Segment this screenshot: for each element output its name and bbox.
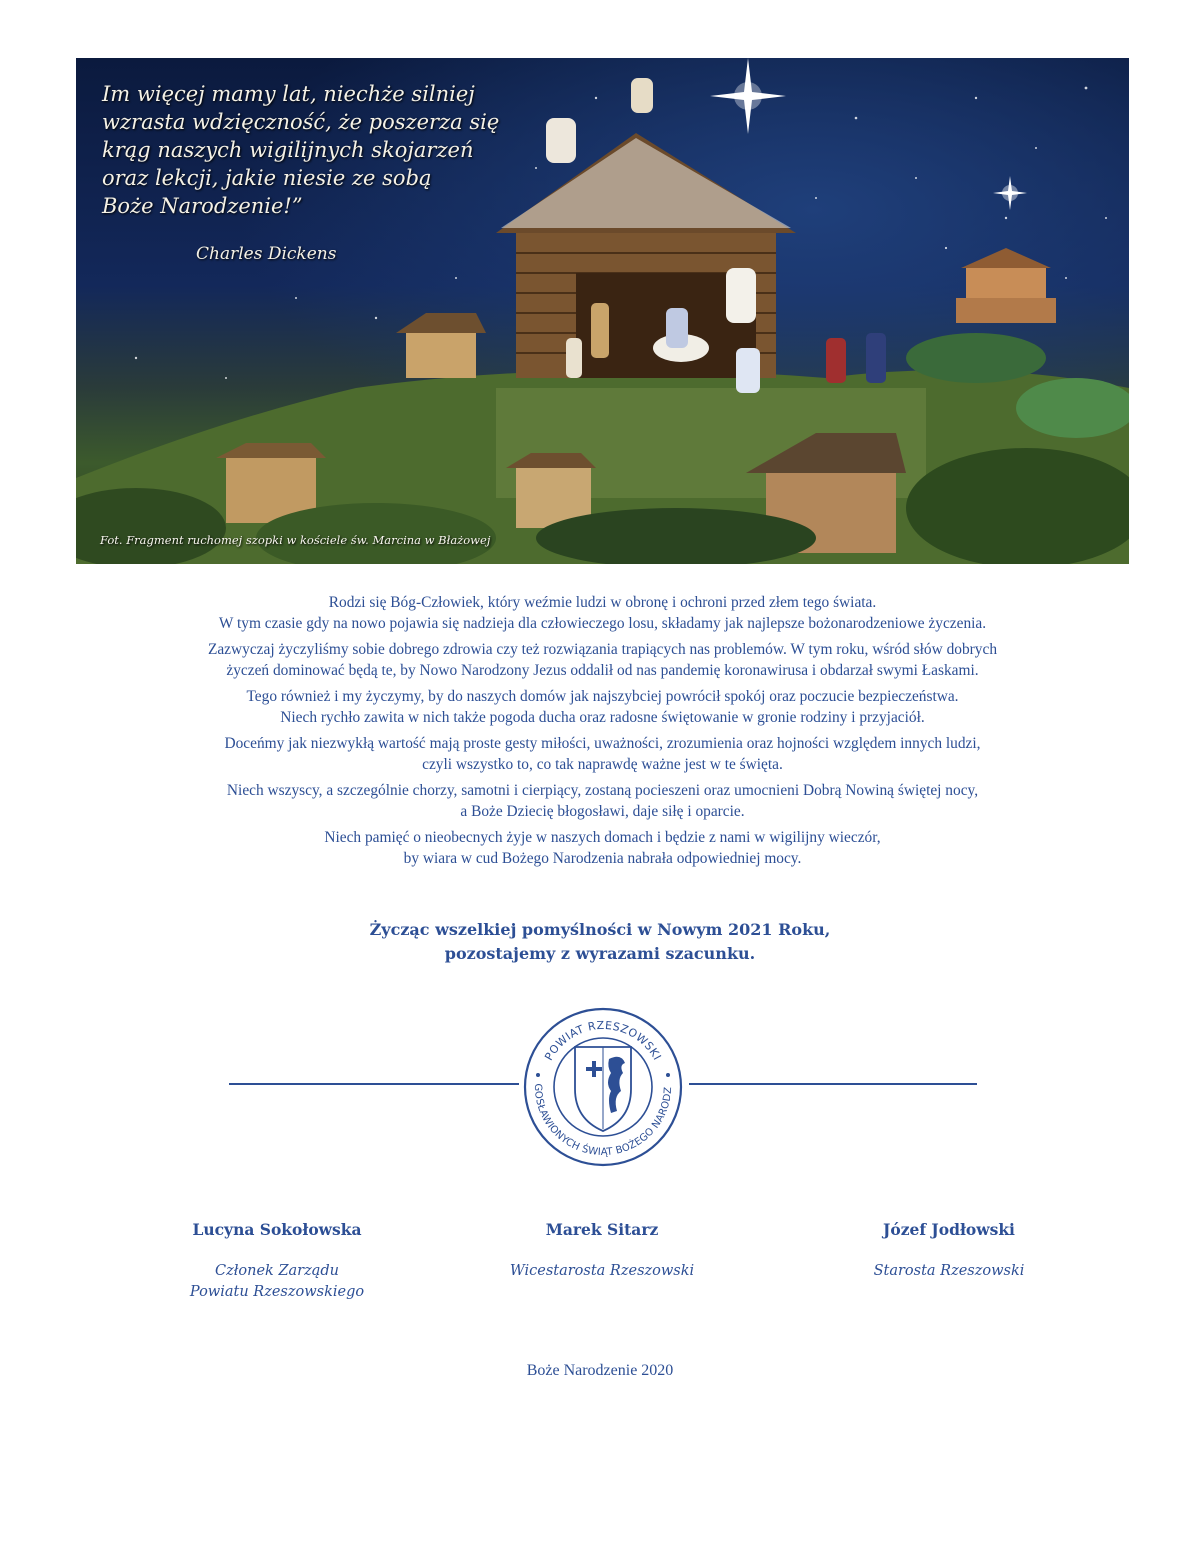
paragraph-line: Tego również i my życzymy, by do naszych domów jak najszybciej powrócił spokój oraz poczucie bezpieczeństwa. <box>246 688 959 705</box>
greeting-paragraph <box>76 686 1129 728</box>
signer-sokolowska <box>127 1220 427 1303</box>
signer-role: Wicestarosta Rzeszowski <box>509 1263 695 1279</box>
signer-name: Józef Jodłowski <box>883 1220 1015 1239</box>
quote-line: Im więcej mamy lat, niechże silniej <box>102 82 475 106</box>
paragraph-line: Niech wszyscy, a szczególnie chorzy, samotni i cierpiący, zostaną pocieszeni oraz umocnieni Dobrą Nowiną świętej nocy, <box>226 782 979 799</box>
greeting-paragraph <box>76 733 1129 775</box>
paragraph-line: W tym czasie gdy na nowo pojawia się nadzieja dla człowieczego losu, składamy jak najlepsze bożonarodzeniowe życzenia. <box>218 615 987 632</box>
county-seal <box>513 1007 693 1167</box>
greeting-paragraph <box>76 592 1129 634</box>
quote-line: oraz lekcji, jakie niesie ze sobą <box>102 166 432 190</box>
signer-role: Powiatu Rzeszowskiego <box>189 1284 365 1300</box>
greeting-paragraph <box>76 827 1129 869</box>
paragraph-line: Zazwyczaj życzyliśmy sobie dobrego zdrowia czy też rozwiązania trapiących nas problemów. W tym roku, wśród słów dobrych <box>207 641 998 658</box>
quote-author: Charles Dickens <box>196 244 337 264</box>
divider-left <box>229 1083 519 1085</box>
paragraph-line: a Boże Dziecię błogosławi, daje siłę i oparcie. <box>460 803 745 820</box>
paragraph-line: by wiara w cud Bożego Narodzenia nabrała odpowiedniej mocy. <box>403 850 802 867</box>
greeting-paragraph <box>76 639 1129 681</box>
signer-jodlowski <box>799 1220 1099 1282</box>
paragraph-line: Niech rychło zawita w nich także pogoda ducha oraz radosne świętowanie w gronie rodziny i przyjaciół. <box>280 709 925 726</box>
greeting-body <box>76 592 1129 874</box>
paragraph-line: Rodzi się Bóg-Człowiek, który weźmie ludzi w obronę i ochroni przed złem tego świata. <box>328 594 877 611</box>
signer-role: Członek Zarządu <box>214 1263 340 1279</box>
paragraph-line: życzeń dominować będą te, by Nowo Narodzony Jezus oddalił od nas pandemię koronawirusa i obdarzał swymi Łaskami. <box>226 662 979 679</box>
hero-nativity-photo <box>76 58 1129 564</box>
star-of-bethlehem <box>710 58 1027 210</box>
signer-sitarz <box>452 1220 752 1282</box>
signer-name: Lucyna Sokołowska <box>192 1220 362 1239</box>
closing-wishes <box>0 918 1200 966</box>
quote-line: krąg naszych wigilijnych skojarzeń <box>102 138 474 162</box>
quote-line: wzrasta wdzięczność, że poszerza się <box>102 110 500 134</box>
greeting-paragraph <box>76 780 1129 822</box>
seal-ring-text: GOSŁAWIONYCH ŚWIĄT BOŻEGO NARODZ <box>531 1083 675 1159</box>
seal-emblem <box>513 1007 693 1167</box>
paragraph-line: czyli wszystko to, co tak naprawdę ważne jest w te święta. <box>422 756 783 773</box>
closing-line: Życząc wszelkiej pomyślności w Nowym 2021 Roku, <box>369 920 831 939</box>
closing-line: pozostajemy z wyrazami szacunku. <box>444 944 756 963</box>
paragraph-line: Doceńmy jak niezwykłą wartość mają proste gesty miłości, uważności, zrozumienia oraz hojności względem innych ludzi, <box>224 735 981 752</box>
dickens-quote <box>102 80 562 220</box>
photo-caption: Fot. Fragment ruchomej szopki w kościele św. Marcina w Błażowej <box>100 533 491 547</box>
paragraph-line: Niech pamięć o nieobecnych żyje w naszych domach i będzie z nami w wigilijny wieczór, <box>324 829 881 846</box>
signer-name: Marek Sitarz <box>545 1220 659 1239</box>
quote-line: Boże Narodzenie!” <box>102 194 303 218</box>
footer-date: Boże Narodzenie 2020 <box>526 1362 674 1379</box>
signer-role: Starosta Rzeszowski <box>873 1263 1025 1279</box>
seal-top-text: POWIAT RZESZOWSKI <box>542 1018 664 1063</box>
divider-right <box>689 1083 977 1085</box>
